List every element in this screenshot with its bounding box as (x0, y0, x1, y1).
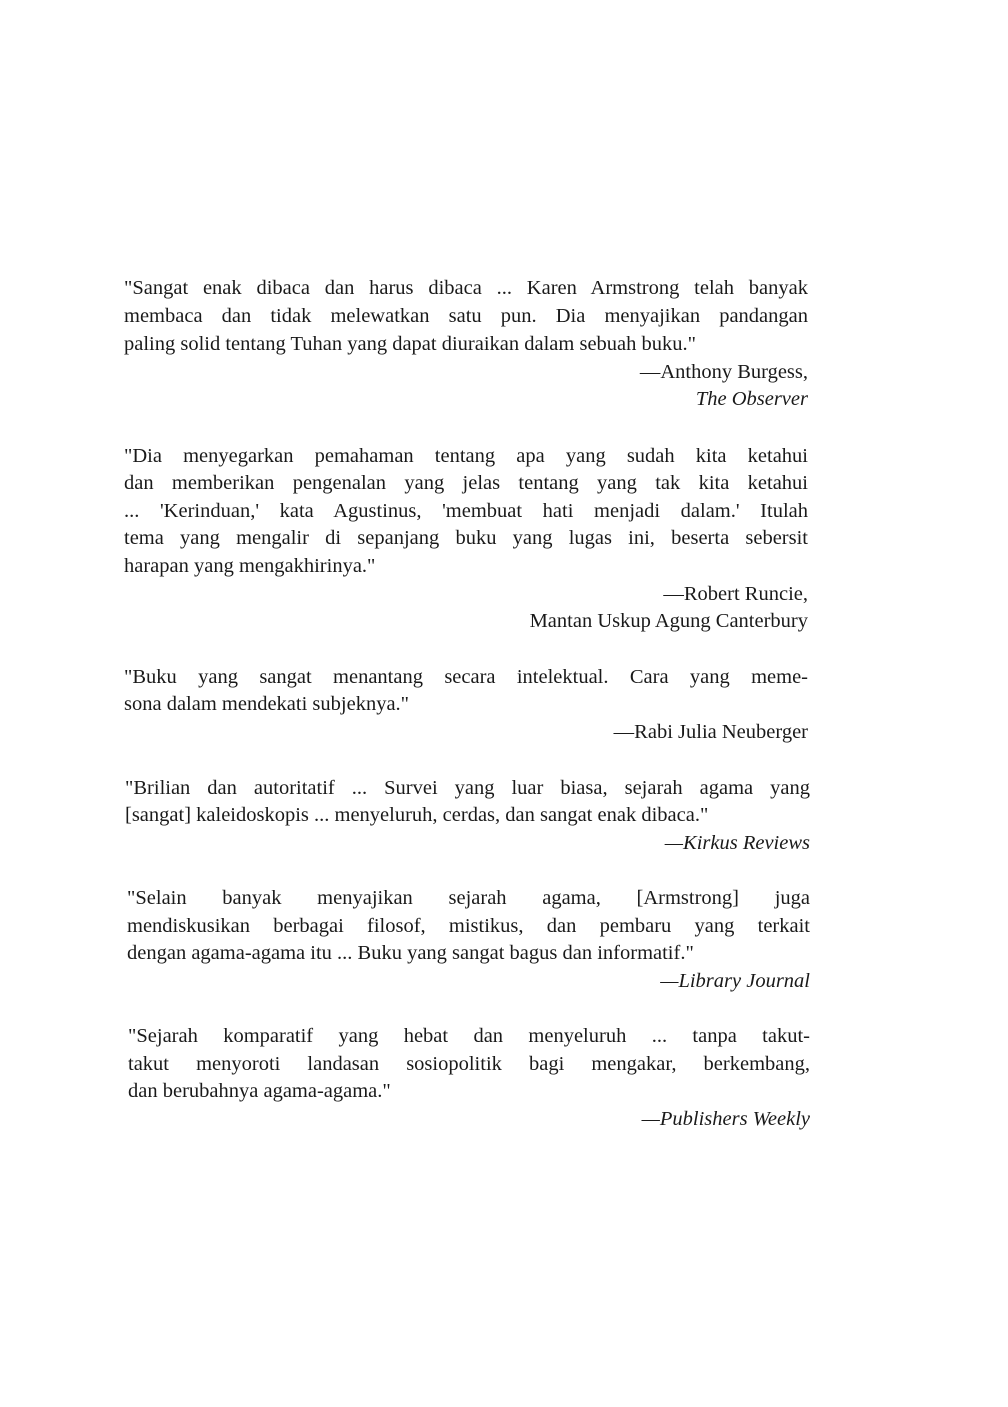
quote-line: tema yang mengalir di sepanjang buku yang lugas ini, beserta sebersit (124, 527, 808, 549)
quote-line: harapan yang mengakhirinya." (124, 555, 376, 577)
quote-attribution: —Robert Runcie, (663, 583, 808, 605)
quote-line: membaca dan tidak melewatkan satu pun. Dia menyajikan pandangan (124, 305, 808, 327)
quote-line: mendiskusikan berbagai filosof, mistikus, dan pembaru yang terkait (127, 915, 810, 937)
quote-line: dan memberikan pengenalan yang jelas tentang yang tak kita ketahui (124, 472, 808, 494)
quote-attribution: —Kirkus Reviews (664, 832, 810, 854)
quote-line: "Buku yang sangat menantang secara intelektual. Cara yang meme- (124, 666, 808, 688)
quote-line: "Sejarah komparatif yang hebat dan menyeluruh ... tanpa takut- (128, 1025, 810, 1047)
quote-line: ... 'Kerinduan,' kata Agustinus, 'membuat hati menjadi dalam.' Itulah (124, 500, 808, 522)
quote-line: "Selain banyak menyajikan sejarah agama, [Armstrong] juga (127, 887, 810, 909)
quote-attribution: —Anthony Burgess, (639, 361, 808, 383)
quote-line: "Brilian dan autoritatif ... Survei yang luar biasa, sejarah agama yang (125, 777, 810, 799)
quote-attribution: —Publishers Weekly (641, 1108, 810, 1130)
quote-attribution: —Rabi Julia Neuberger (613, 721, 808, 743)
quote-attribution: Mantan Uskup Agung Canterbury (529, 610, 808, 632)
quote-line: "Dia menyegarkan pemahaman tentang apa yang sudah kita ketahui (124, 445, 808, 467)
quote-line: takut menyoroti landasan sosiopolitik bagi mengakar, berkembang, (128, 1053, 810, 1075)
quote-line: "Sangat enak dibaca dan harus dibaca ... Karen Armstrong telah banyak (124, 277, 808, 299)
quote-line: paling solid tentang Tuhan yang dapat diuraikan dalam sebuah buku." (124, 333, 697, 355)
quote-line: dengan agama-agama itu ... Buku yang sangat bagus dan informatif." (127, 942, 694, 964)
quote-attribution: —Library Journal (660, 970, 810, 992)
quote-line: [sangat] kaleidoskopis ... menyeluruh, cerdas, dan sangat enak dibaca." (125, 804, 709, 826)
quote-line: sona dalam mendekati subjeknya." (124, 693, 410, 715)
quote-line: dan berubahnya agama-agama." (128, 1080, 391, 1102)
quote-attribution: The Observer (695, 388, 808, 410)
